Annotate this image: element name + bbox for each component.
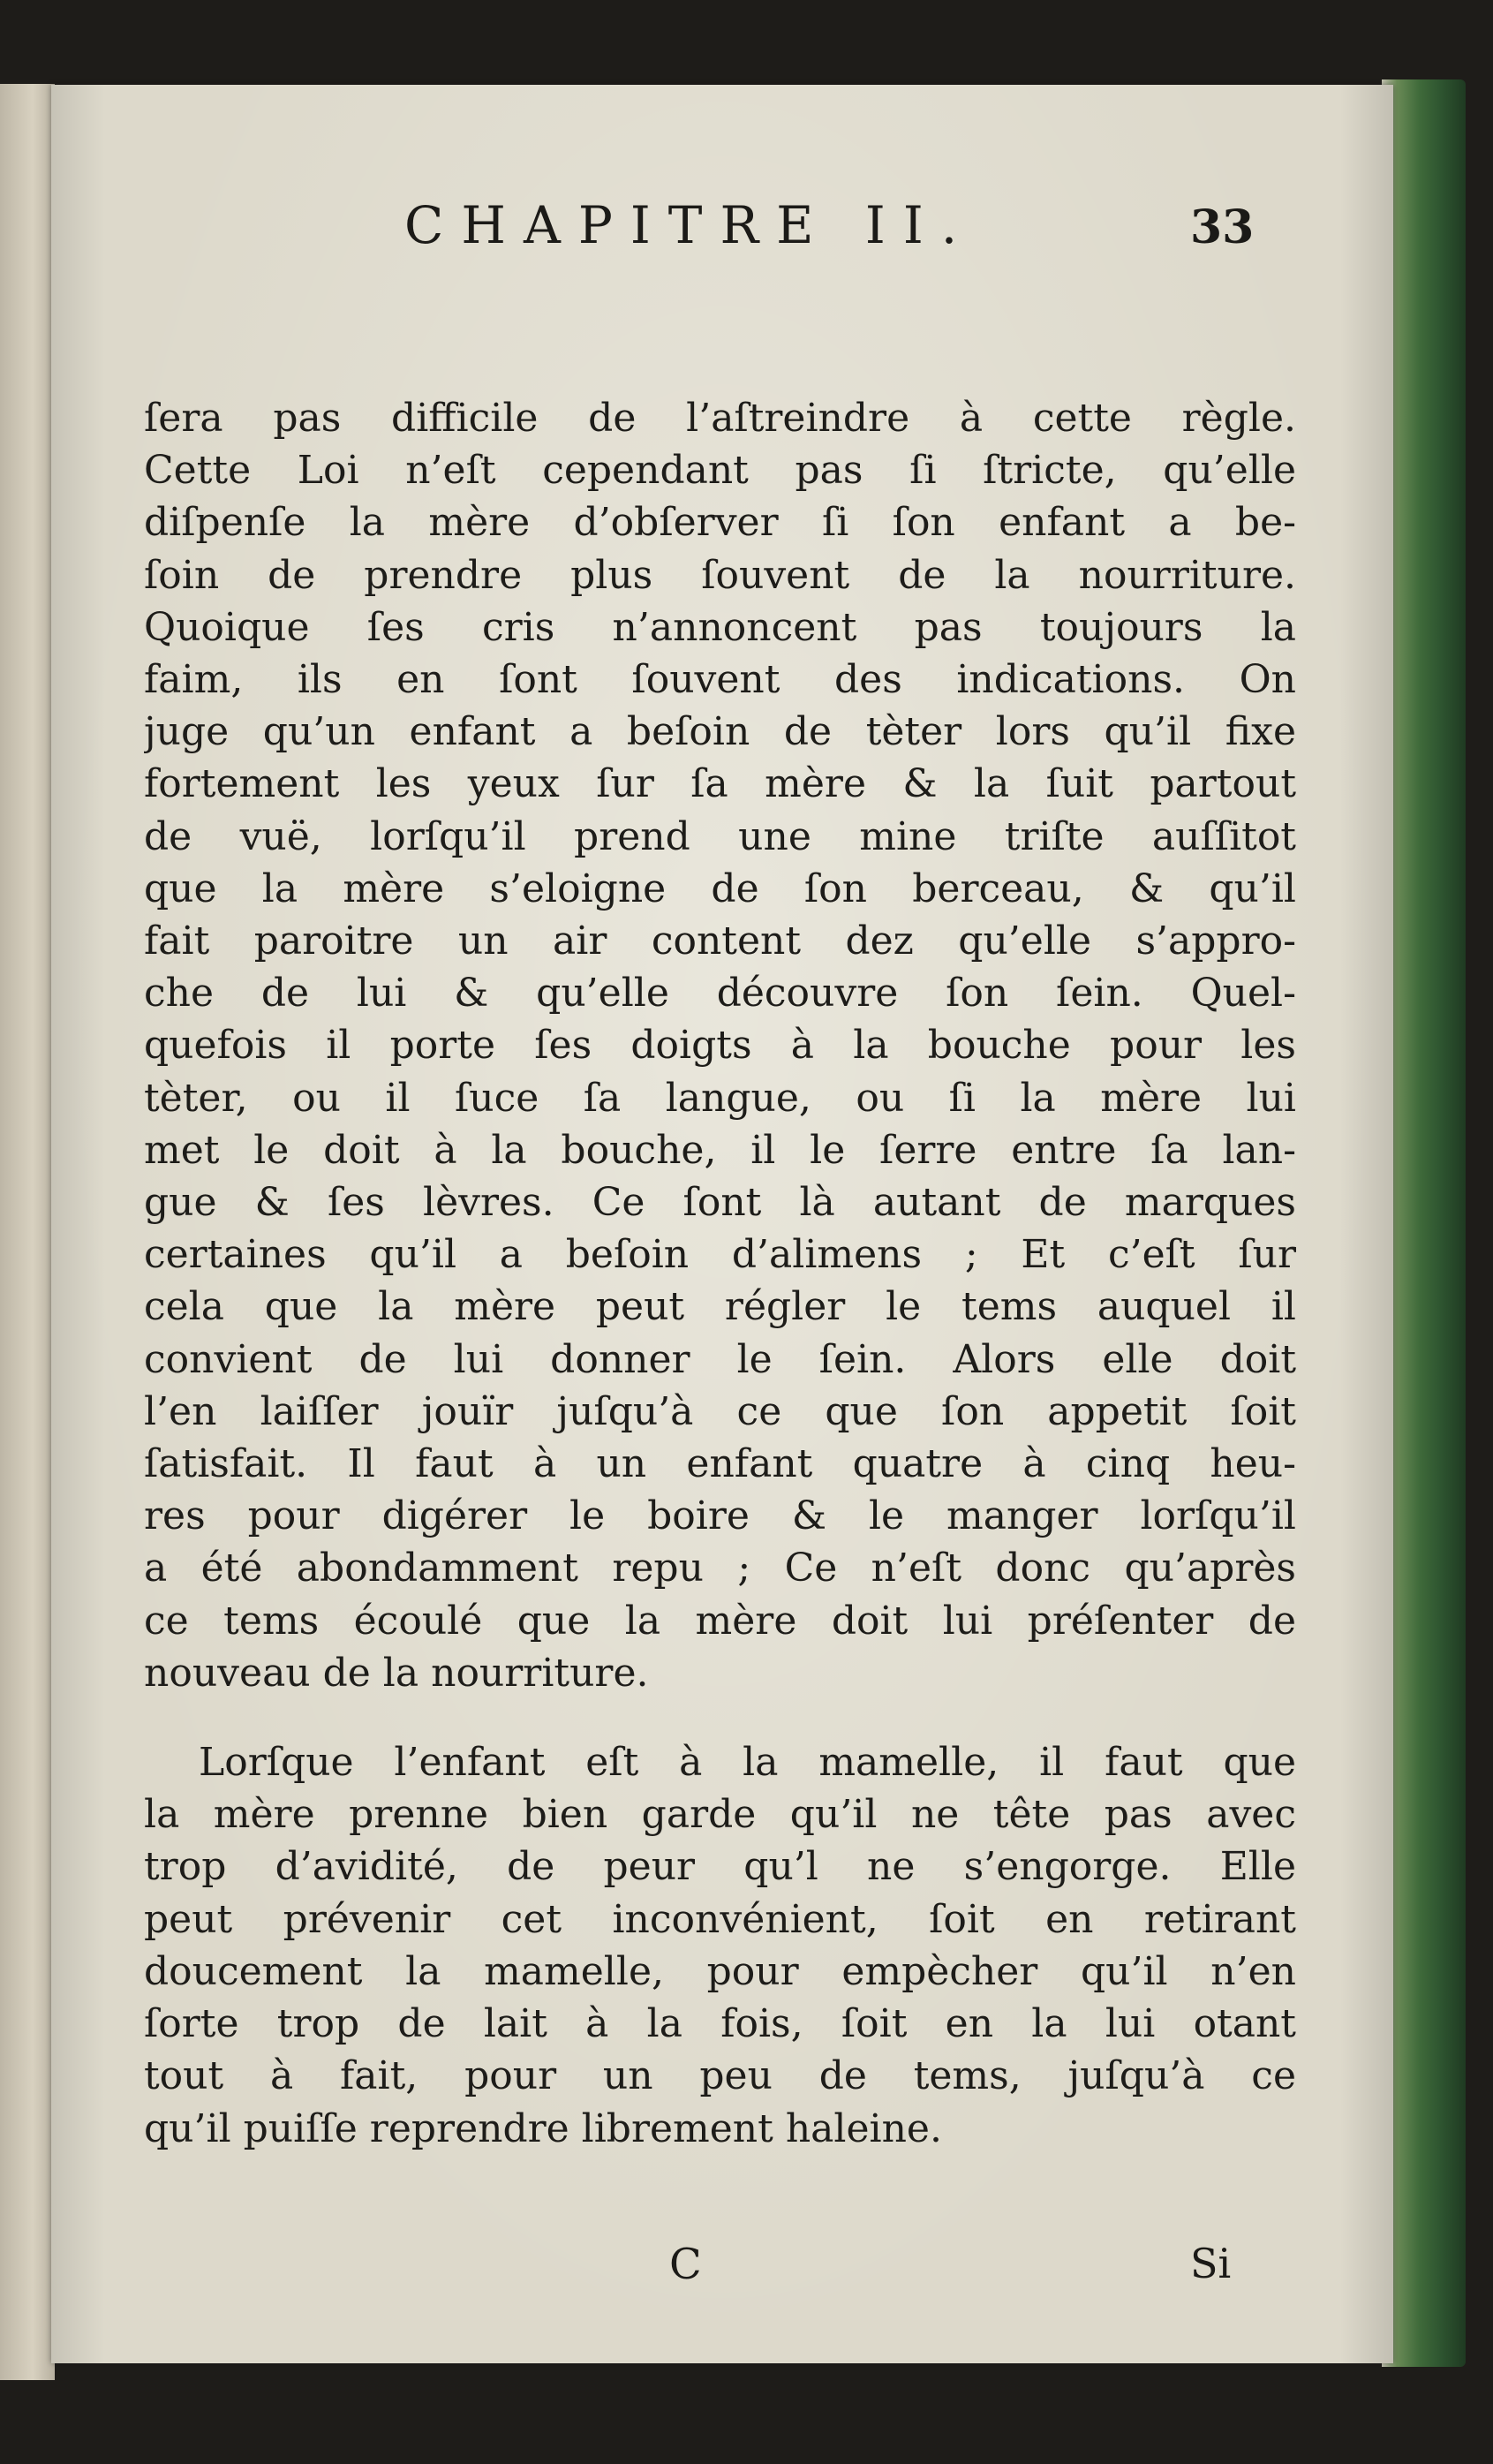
signature-mark: C: [669, 2240, 702, 2289]
text-line: tout à fait, pour un peu de tems, juſqu’à ce: [144, 2053, 1296, 2099]
text-line: l’en laiſſer jouïr juſqu’à ce que ſon appetit ſoit: [144, 1388, 1296, 1434]
paragraph-2: [144, 1736, 1296, 2155]
text-line: ſatisfait. Il faut à un enfant quatre à cinq heu-: [144, 1441, 1296, 1487]
text-line: faim, ils en ſont ſouvent des indications. On: [144, 657, 1296, 703]
body-text: [144, 392, 1296, 2155]
text-line: diſpenſe la mère d’obſerver ſi ſon enfant a be-: [144, 500, 1296, 546]
text-line: Cette Loi n’eſt cependant pas ſi ſtricte, qu’elle: [144, 448, 1296, 494]
text-line: quefois il porte ſes doigts à la bouche pour les: [144, 1023, 1296, 1069]
text-line: fait paroitre un air content dez qu’elle s’appro-: [144, 918, 1296, 964]
text-line: que la mère s’eloigne de ſon berceau, & qu’il: [144, 865, 1296, 911]
book-page: [51, 85, 1393, 2363]
page-number: 33: [1190, 200, 1255, 254]
text-line: met le doit à la bouche, il le ſerre entre ſa lan-: [144, 1127, 1296, 1173]
text-line: tèter, ou il ſuce ſa langue, ou ſi la mère lui: [144, 1075, 1296, 1121]
chapter-title: CHAPITRE II.: [404, 195, 976, 255]
text-line: che de lui & qu’elle découvre ſon ſein. Quel-: [144, 971, 1296, 1017]
text-line: Quoique ſes cris n’annoncent pas toujours la: [144, 604, 1296, 650]
text-line: gue & ſes lèvres. Ce ſont là autant de marques: [144, 1180, 1296, 1226]
text-line: Lorſque l’enfant eſt à la mamelle, il faut que: [199, 1740, 1296, 1786]
text-line: doucement la mamelle, pour empècher qu’il n’en: [144, 1948, 1296, 1994]
text-line: cela que la mère peut régler le tems auquel il: [144, 1284, 1296, 1330]
book-cover-edge: [1382, 79, 1466, 2367]
page-footer: [51, 2240, 1393, 2301]
text-line: juge qu’un enfant a beſoin de tèter lors qu’il fixe: [144, 709, 1296, 755]
text-line: a été abondamment repu ; Ce n’eſt donc qu’après: [144, 1546, 1296, 1591]
text-line: ſoin de prendre plus ſouvent de la nourriture.: [144, 552, 1296, 598]
text-line: ſera pas difficile de l’aſtreindre à cette règle.: [144, 396, 1296, 441]
text-line: peut prévenir cet inconvénient, ſoit en retirant: [144, 1896, 1296, 1942]
catchword: Si: [1190, 2240, 1232, 2287]
text-line: la mère prenne bien garde qu’il ne tête pas avec: [144, 1792, 1296, 1838]
running-head: [51, 195, 1393, 275]
text-line: nouveau de la nourriture.: [144, 1650, 649, 1696]
text-line: res pour digérer le boire & le manger lorſqu’il: [144, 1493, 1296, 1539]
text-line: de vuë, lorſqu’il prend une mine triſte auſſitot: [144, 813, 1296, 859]
text-line: trop d’avidité, de peur qu’l ne s’engorge. Elle: [144, 1844, 1296, 1890]
text-line: ſorte trop de lait à la fois, ſoit en la lui otant: [144, 2001, 1296, 2047]
text-line: ce tems écoulé que la mère doit lui préſenter de: [144, 1598, 1296, 1644]
text-line: certaines qu’il a beſoin d’alimens ; Et c’eſt ſur: [144, 1232, 1296, 1278]
left-page-edge: [0, 84, 55, 2380]
text-line: convient de lui donner le ſein. Alors elle doit: [144, 1336, 1296, 1382]
paragraph-1: [144, 392, 1296, 1699]
text-line: qu’il puiſſe reprendre librement haleine.: [144, 2105, 942, 2151]
text-line: fortement les yeux ſur ſa mère & la ſuit partout: [144, 761, 1296, 807]
